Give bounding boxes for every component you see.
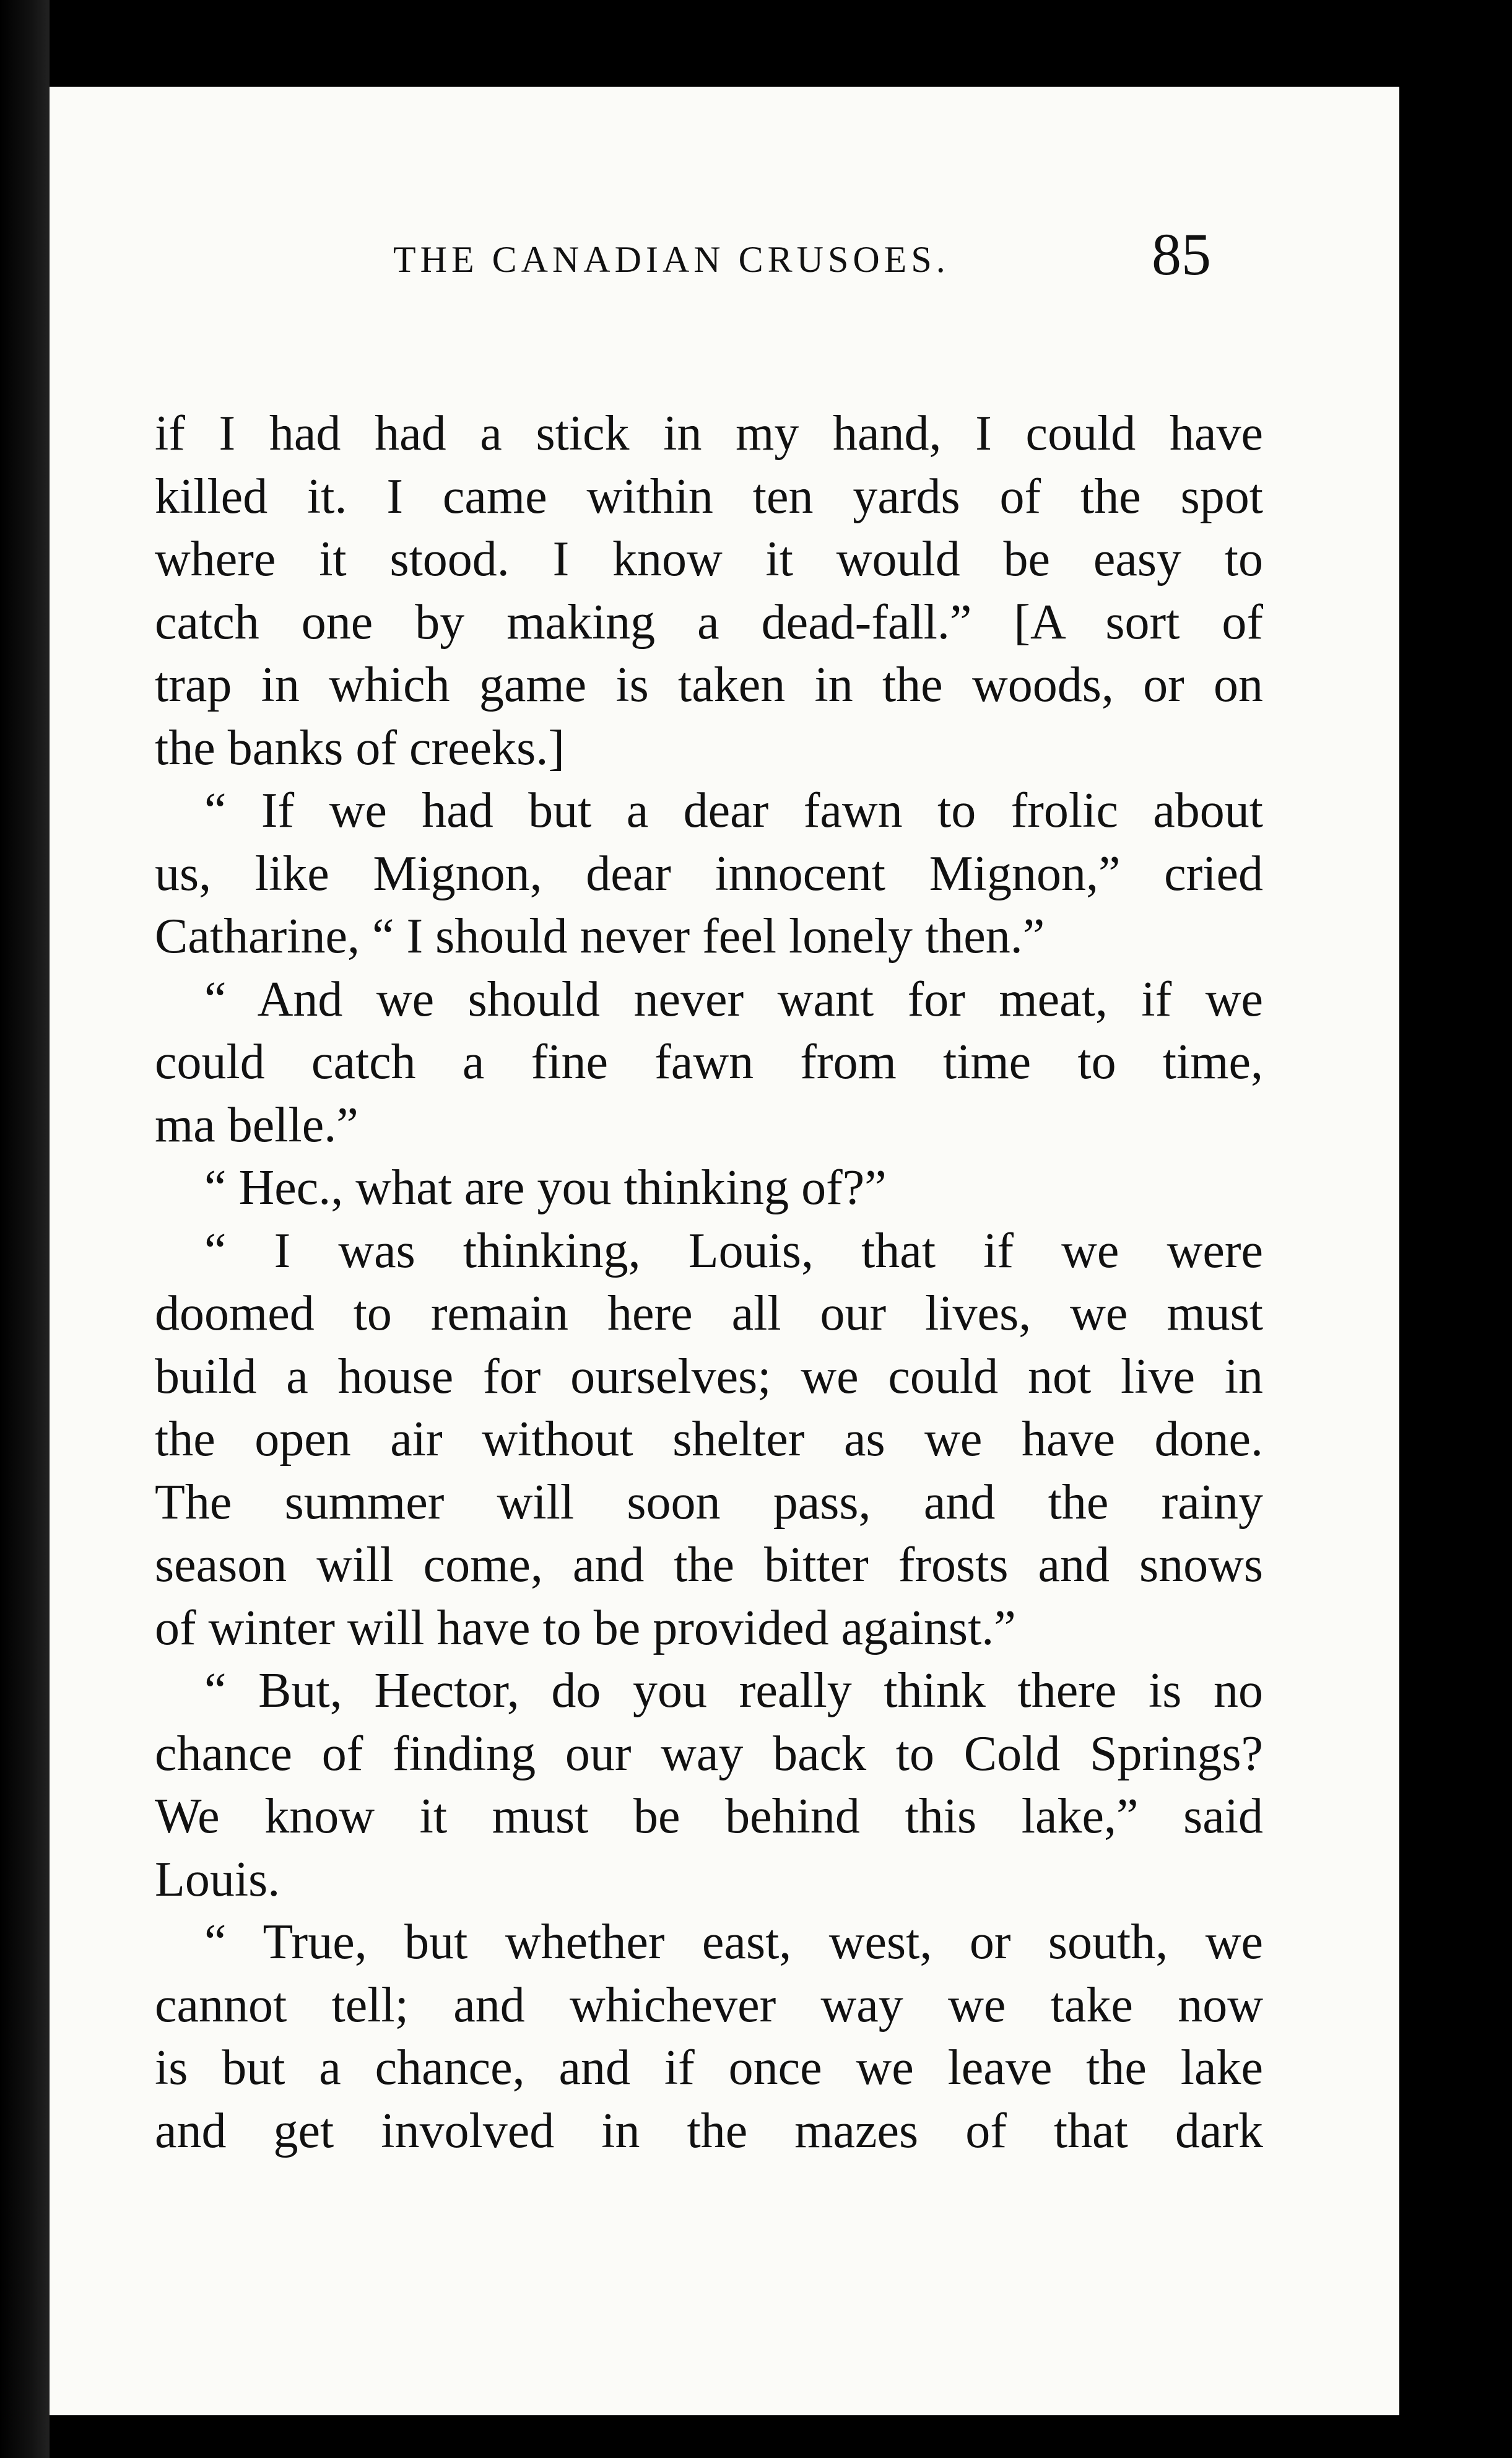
text-line: the open air without shelter as we have done.	[155, 1412, 1263, 1467]
text-line: “ If we had but a dear fawn to frolic about	[204, 783, 1263, 838]
text-line: “ But, Hector, do you really think there is no	[204, 1663, 1263, 1718]
text-line: We know it must be behind this lake,” said	[155, 1789, 1263, 1844]
text-line: season will come, and the bitter frosts and snows	[155, 1538, 1263, 1592]
text-line: chance of finding our way back to Cold Springs?	[155, 1726, 1263, 1781]
body-text	[155, 403, 1263, 2163]
text-line: Catharine, “ I should never feel lonely then.”	[155, 909, 1045, 964]
text-line: could catch a fine fawn from time to time,	[155, 1035, 1263, 1089]
text-line: catch one by making a dead-fall.” [A sort of	[155, 595, 1263, 650]
text-line: The summer will soon pass, and the rainy	[155, 1475, 1263, 1530]
text-line: is but a chance, and if once we leave the lake	[155, 2041, 1263, 2095]
running-title: THE CANADIAN CRUSOES.	[393, 239, 950, 280]
text-line: “ Hec., what are you thinking of?”	[204, 1161, 887, 1215]
page-header	[50, 220, 1399, 294]
text-line: “ True, but whether east, west, or south, we	[204, 1915, 1263, 1969]
scan-right-border	[1399, 0, 1512, 2458]
text-line: and get involved in the mazes of that dark	[155, 2103, 1263, 2158]
text-line: where it stood. I know it would be easy to	[155, 532, 1263, 586]
text-line: cannot tell; and whichever way we take now	[155, 1977, 1263, 2033]
text-line: us, like Mignon, dear innocent Mignon,” cried	[155, 846, 1263, 901]
text-line: build a house for ourselves; we could not live in	[155, 1349, 1263, 1404]
text-line: of winter will have to be provided against.”	[155, 1600, 1016, 1655]
text-line: doomed to remain here all our lives, we must	[155, 1286, 1263, 1341]
text-line: killed it. I came within ten yards of the spot	[155, 469, 1263, 524]
page-number: 85	[1152, 221, 1211, 287]
text-line: trap in which game is taken in the woods, or on	[155, 658, 1263, 712]
book-page	[50, 87, 1399, 2415]
scan-left-border	[0, 0, 50, 2458]
text-line: if I had had a stick in my hand, I could have	[155, 406, 1263, 461]
text-line: “ I was thinking, Louis, that if we were	[204, 1223, 1263, 1278]
text-line: ma belle.”	[155, 1097, 358, 1153]
text-line: the banks of creeks.]	[155, 720, 565, 775]
text-line: “ And we should never want for meat, if we	[204, 972, 1263, 1027]
text-line: Louis.	[155, 1852, 280, 1907]
